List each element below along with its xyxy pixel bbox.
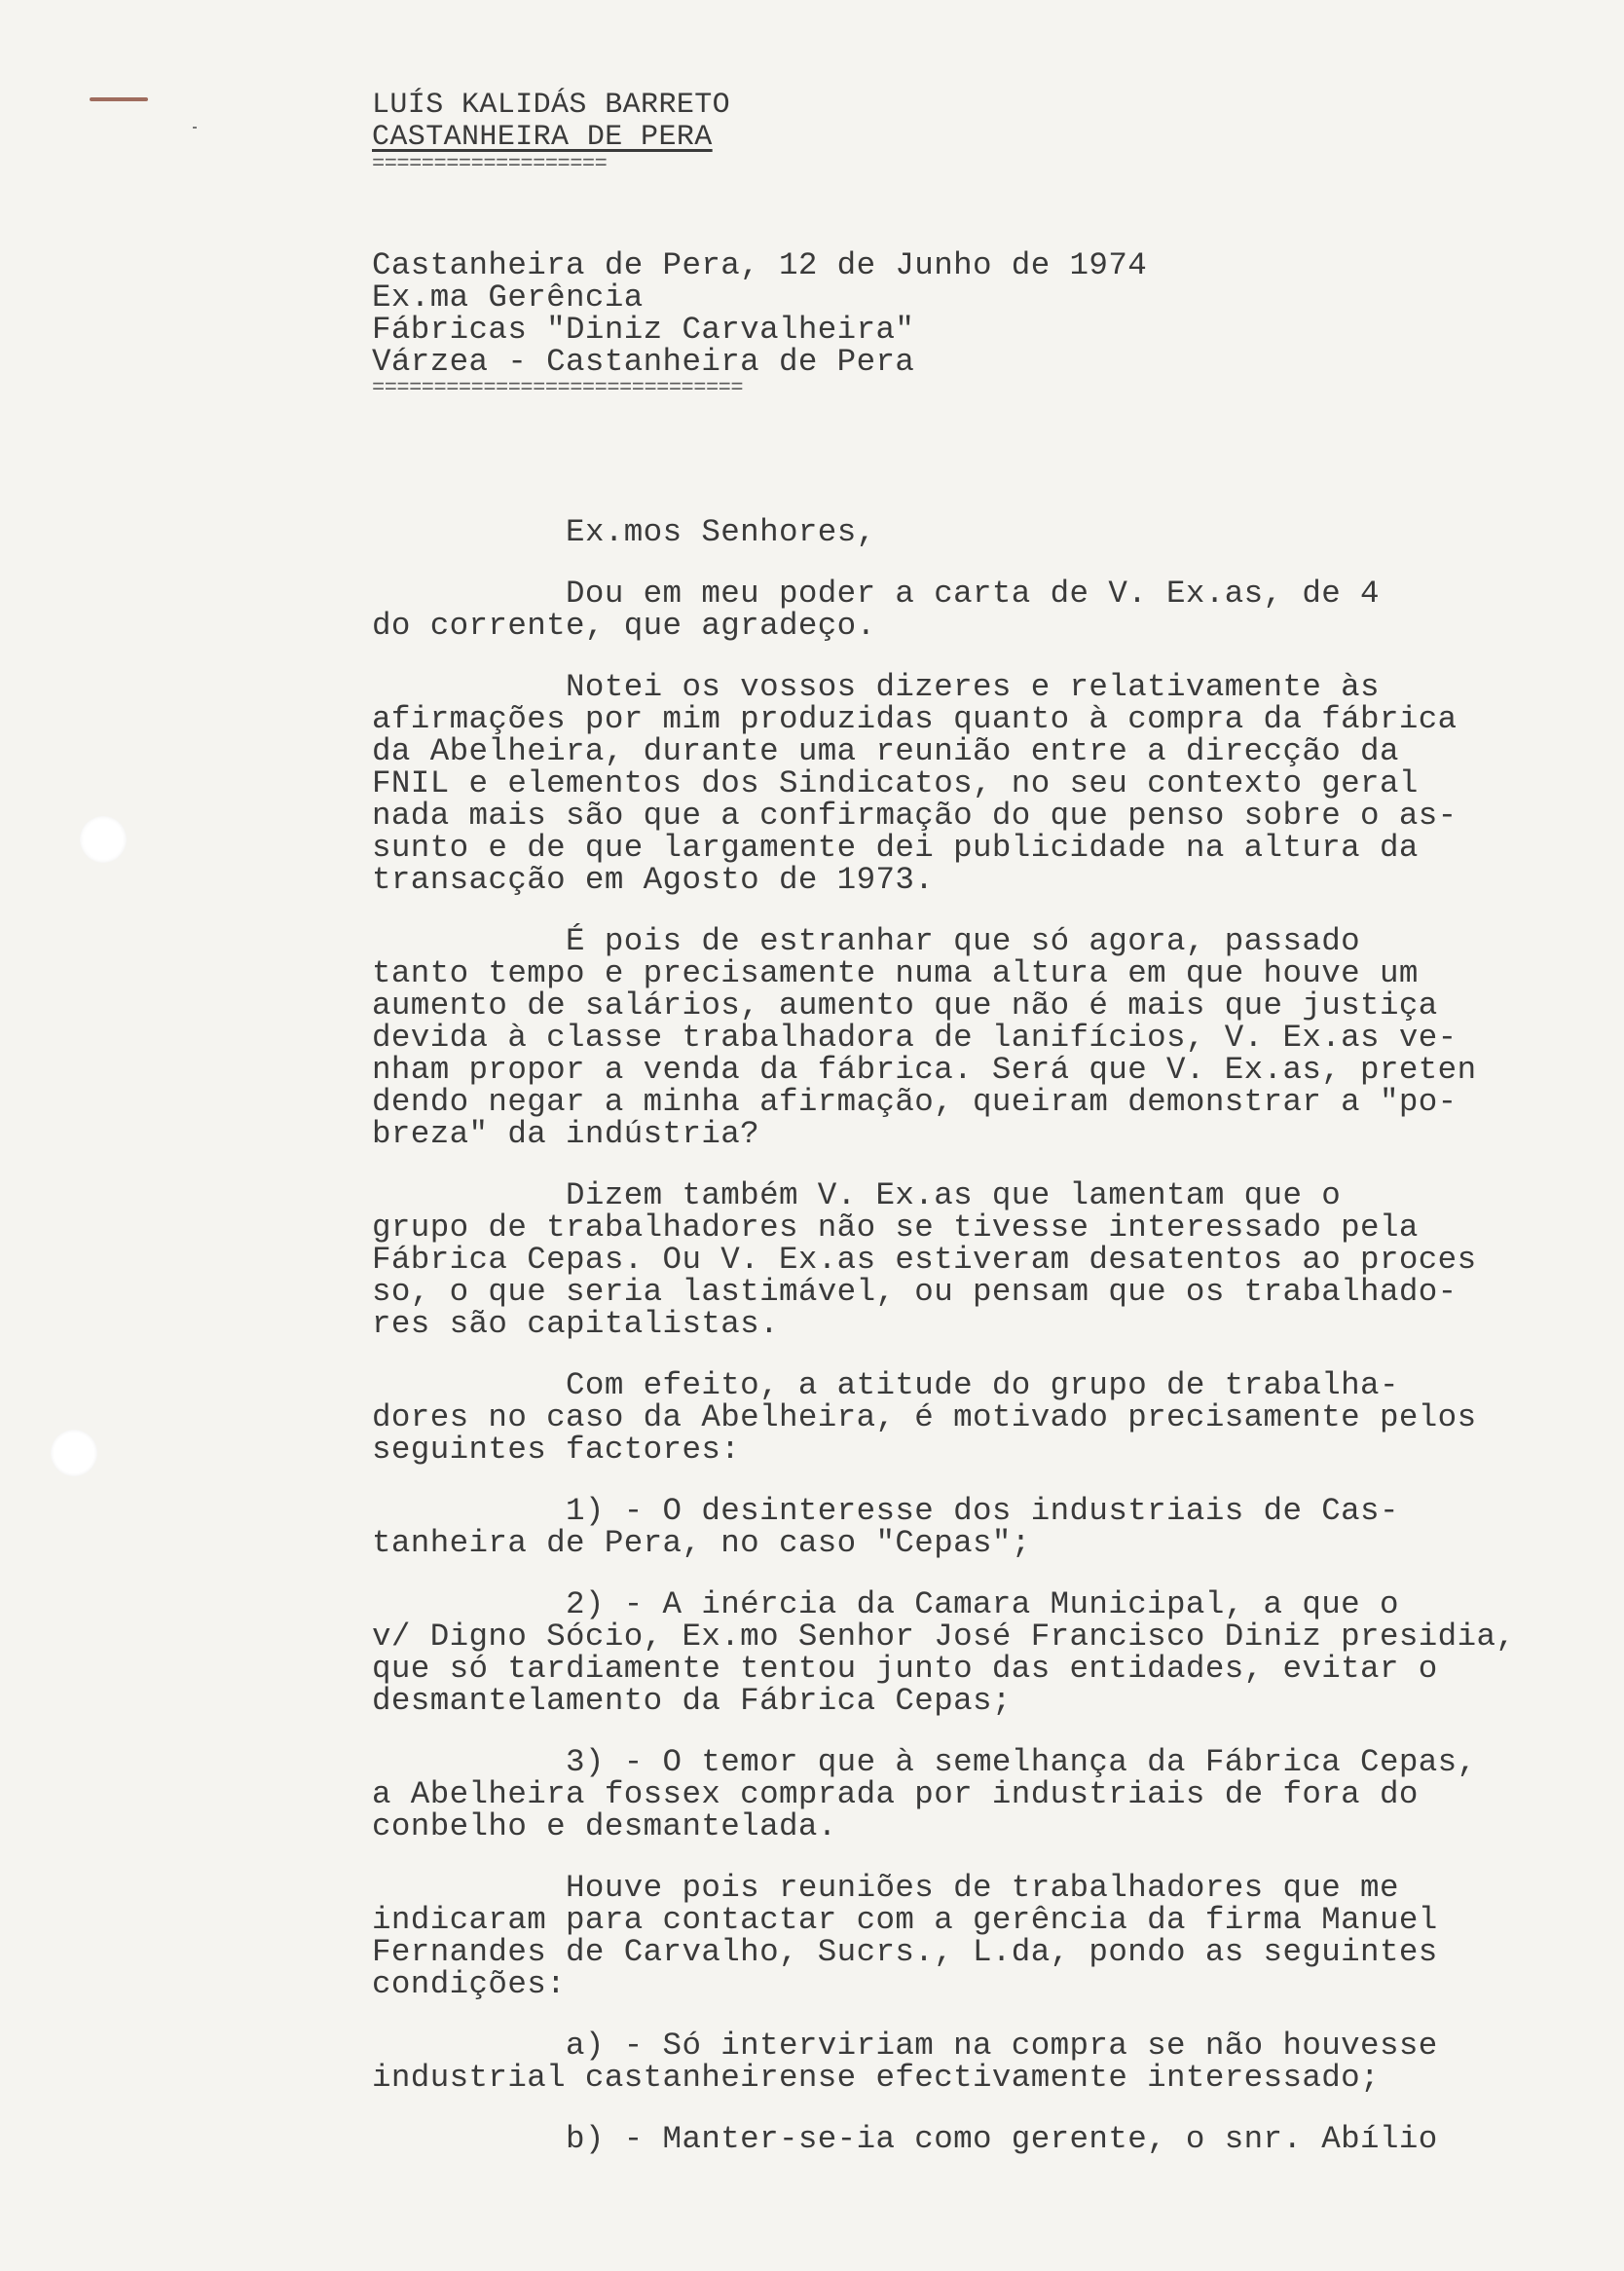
text-line: b) - Manter-se-ia como gerente, o snr. Abílio (372, 2121, 1438, 2157)
ink-mark (90, 97, 148, 101)
text-line: grupo de trabalhadores não se tivesse interessado pela (372, 1210, 1419, 1246)
ink-dot (193, 127, 197, 129)
text-line: v/ Digno Sócio, Ex.mo Senhor José Francisco Diniz presidia, (372, 1619, 1516, 1655)
text-line: seguintes factores: (372, 1432, 741, 1468)
paragraph (372, 1746, 1579, 1843)
text-line: condições: (372, 1966, 567, 2002)
paragraph (372, 1369, 1579, 1466)
text-line: Notei os vossos dizeres e relativamente às (372, 669, 1380, 705)
text-line: FNIL e elementos dos Sindicatos, no seu contexto geral (372, 765, 1419, 801)
text-line: industrial castanheirense efectivamente interessado; (372, 2060, 1380, 2096)
salutation: Ex.mos Senhores, (566, 514, 876, 550)
text-line: a) - Só interviriam na compra se não houvesse (372, 2028, 1438, 2064)
punch-hole-bottom (51, 1430, 97, 1476)
text-line: 3) - O temor que à semelhança da Fábrica Cepas, (372, 1744, 1477, 1780)
text-line: tanheira de Pera, no caso "Cepas"; (372, 1525, 1031, 1561)
text-line: a Abelheira fossex comprada por industriais de fora do (372, 1776, 1419, 1812)
text-line: nham propor a venda da fábrica. Será que V. Ex.as, preten (372, 1052, 1477, 1088)
text-line: indicaram para contactar com a gerência da firma Manuel (372, 1902, 1438, 1938)
text-line: 1) - O desinteresse dos industriais de Cas- (372, 1493, 1399, 1529)
text-line: nada mais são que a confirmação do que penso sobre o as- (372, 798, 1458, 834)
paragraph (372, 1179, 1579, 1340)
location-line: Várzea - Castanheira de Pera (372, 344, 915, 380)
text-line: conbelho e desmantelada. (372, 1808, 837, 1844)
text-line: desmantelamento da Fábrica Cepas; (372, 1683, 1012, 1719)
text-line: Dizem também V. Ex.as que lamentam que o (372, 1177, 1342, 1213)
text-line: Com efeito, a atitude do grupo de trabalha- (372, 1367, 1399, 1403)
paragraph (372, 2123, 1579, 2155)
recipient-line: Ex.ma Gerência (372, 279, 644, 316)
paragraph (372, 671, 1579, 896)
sender-name: LUÍS KALIDÁS BARRETO (372, 89, 731, 122)
text-line: tanto tempo e precisamente numa altura em que houve um (372, 955, 1419, 991)
paragraph (372, 577, 1579, 642)
text-line: afirmações por mim produzidas quanto à compra da fábrica (372, 701, 1458, 737)
paragraph (372, 1872, 1579, 2000)
text-line: breza" da indústria? (372, 1116, 760, 1152)
paragraph (372, 1495, 1579, 1559)
text-line: da Abelheira, durante uma reunião entre a direcção da (372, 733, 1399, 769)
text-line: dendo negar a minha afirmação, queiram demonstrar a "po- (372, 1084, 1458, 1120)
text-line: que só tardiamente tentou junto das entidades, evitar o (372, 1651, 1438, 1687)
company-line: Fábricas "Diniz Carvalheira" (372, 312, 915, 348)
paragraph (372, 2029, 1579, 2094)
sender-place: CASTANHEIRA DE PERA (372, 121, 713, 154)
letter-body (372, 90, 1579, 2155)
text-line: res são capitalistas. (372, 1306, 779, 1342)
text-line: aumento de salários, aumento que não é mais que justiça (372, 987, 1438, 1024)
date-line: Castanheira de Pera, 12 de Junho de 1974 (372, 247, 1148, 283)
text-line: sunto e de que largamente dei publicidade na altura da (372, 830, 1419, 866)
text-line: 2) - A inércia da Camara Municipal, a que o (372, 1586, 1399, 1622)
text-line: transacção em Agosto de 1973. (372, 862, 935, 898)
letter-paragraphs (372, 548, 1579, 2155)
text-line: Fernandes de Carvalho, Sucrs., L.da, pondo as seguintes (372, 1934, 1438, 1970)
punch-hole-top (80, 816, 127, 863)
text-line: do corrente, que agradeço. (372, 608, 876, 644)
text-line: Dou em meu poder a carta de V. Ex.as, de 4 (372, 576, 1380, 612)
text-line: devida à classe trabalhadora de lanifícios, V. Ex.as ve- (372, 1020, 1458, 1056)
text-line: Fábrica Cepas. Ou V. Ex.as estiveram desatentos ao proces (372, 1242, 1477, 1278)
text-line: É pois de estranhar que só agora, passado (372, 923, 1361, 959)
text-line: Houve pois reuniões de trabalhadores que me (372, 1870, 1399, 1906)
paragraph (372, 1588, 1579, 1717)
text-line: dores no caso da Abelheira, é motivado precisamente pelos (372, 1399, 1477, 1435)
letterhead-rule: =================== (372, 154, 608, 175)
text-line: so, o que seria lastimável, ou pensam que os trabalhado- (372, 1274, 1458, 1310)
address-rule: ============================== (372, 378, 744, 399)
paragraph (372, 925, 1579, 1150)
